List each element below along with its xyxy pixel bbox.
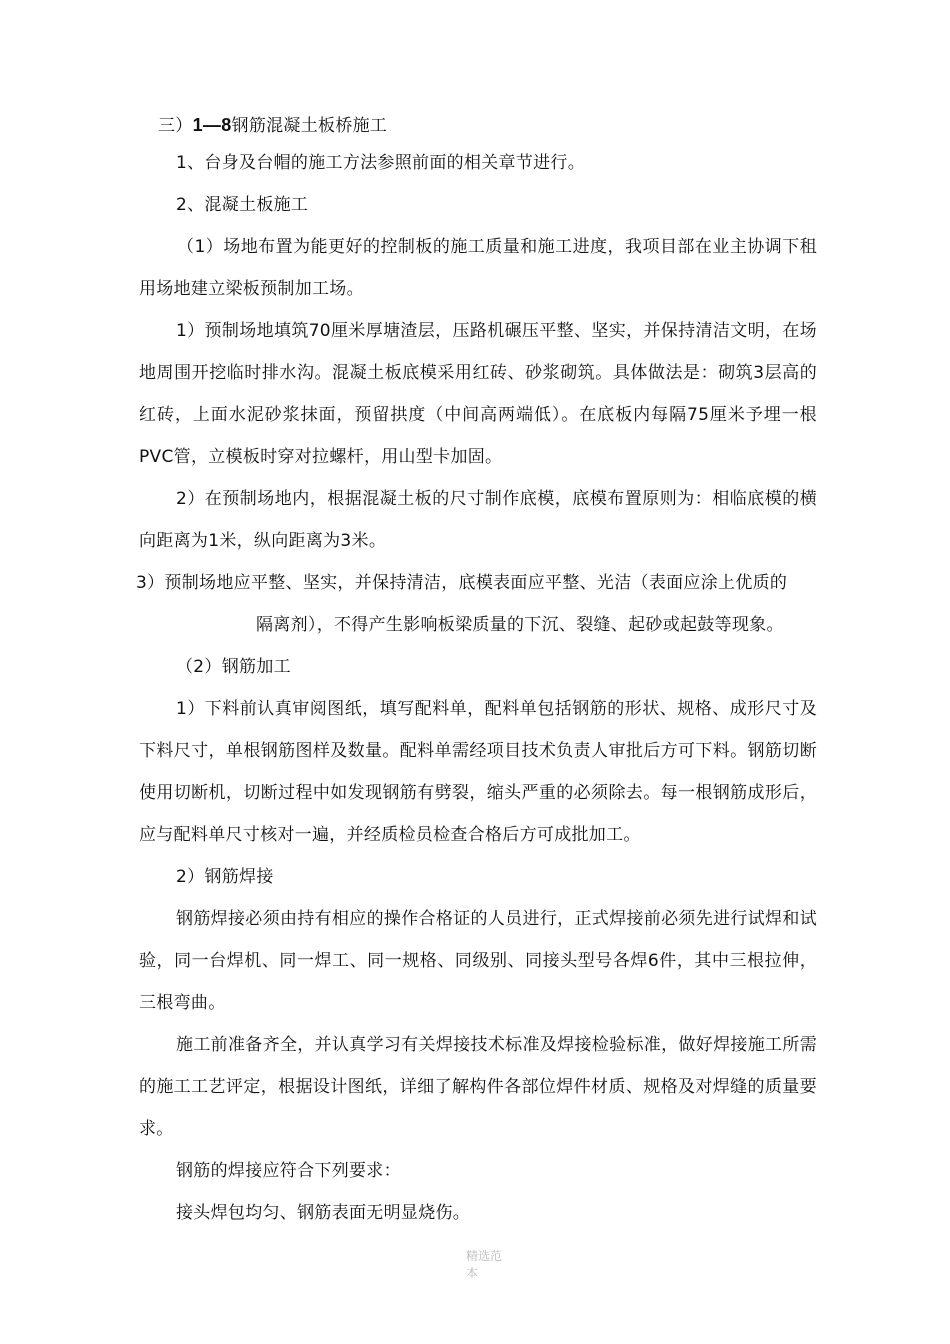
- paragraph-12: 施工前准备齐全，并认真学习有关焊接技术标准及焊接检验标准，做好焊接施工所需的施工工艺评定，根据设计图纸，详细了解构件各部位焊件材质、规格及对焊缝的质量要求。: [139, 1035, 817, 1139]
- paragraph-3: （1）场地布置为能更好的控制板的施工质量和施工进度，我项目部在业主协调下租用场地建立梁板预制加工场。: [139, 237, 817, 299]
- paragraph-13: 钢筋的焊接应符合下列要求：: [176, 1161, 401, 1181]
- heading-number: 1—8: [192, 115, 232, 135]
- paragraph-9: 1）下料前认真审阅图纸，填写配料单，配料单包括钢筋的形状、规格、成形尺寸及下料尺寸，单根钢筋图样及数量。配料单需经项目技术负责人审批后方可下料。钢筋切断使用切断机，切断过程中如发现钢筋有劈裂，缩头严重的必须除去。每一根钢筋成形后，应与配料单尺寸核对一遍，并经质检员检查合格后方可成批加工。: [139, 699, 817, 845]
- paragraph-2: 2、混凝土板施工: [176, 195, 309, 215]
- paragraph-8: （2）钢筋加工: [176, 657, 291, 677]
- paragraph-14: 接头焊包均匀、钢筋表面无明显烧伤。: [176, 1203, 471, 1223]
- paragraph-5: 2）在预制场地内，根据混凝土板的尺寸制作底模，底模布置原则为：相临底模的横向距离为1米，纵向距离为3米。: [139, 489, 817, 551]
- footer-watermark: [466, 1248, 526, 1282]
- paragraph-1: 1、台身及台帽的施工方法参照前面的相关章节进行。: [176, 153, 586, 173]
- paragraph-4: 1）预制场地填筑70厘米厚塘渣层，压路机碾压平整、坚实，并保持清洁文明，在场地周围开挖临时排水沟。混凝土板底模采用红砖、砂浆砌筑。具体做法是：砌筑3层高的红砖，上面水泥砂浆抹面，预留拱度（中间高两端低）。在底板内每隔75厘米予埋一根PVC管，立模板时穿对拉螺杆，用山型卡加固。: [139, 321, 817, 467]
- section-heading: [158, 104, 836, 147]
- footer-line-2: 本: [466, 1266, 479, 1280]
- paragraph-6: 3）预制场地应平整、坚实，并保持清洁，底模表面应平整、光洁（表面应涂上优质的: [136, 573, 788, 593]
- heading-prefix: 三）: [158, 116, 193, 136]
- paragraph-11: 钢筋焊接必须由持有相应的操作合格证的人员进行，正式焊接前必须先进行试焊和试验，同一台焊机、同一焊工、同一规格、同级别、同接头型号各焊6件，其中三根拉伸，三根弯曲。: [139, 909, 817, 1013]
- paragraph-10: 2）钢筋焊接: [176, 867, 274, 887]
- paragraph-7: 隔离剂），不得产生影响板梁质量的下沉、裂缝、起砂或起鼓等现象。: [256, 615, 784, 635]
- heading-title: 钢筋混凝土板桥施工: [231, 116, 388, 136]
- footer-line-1: 精选范: [466, 1249, 503, 1263]
